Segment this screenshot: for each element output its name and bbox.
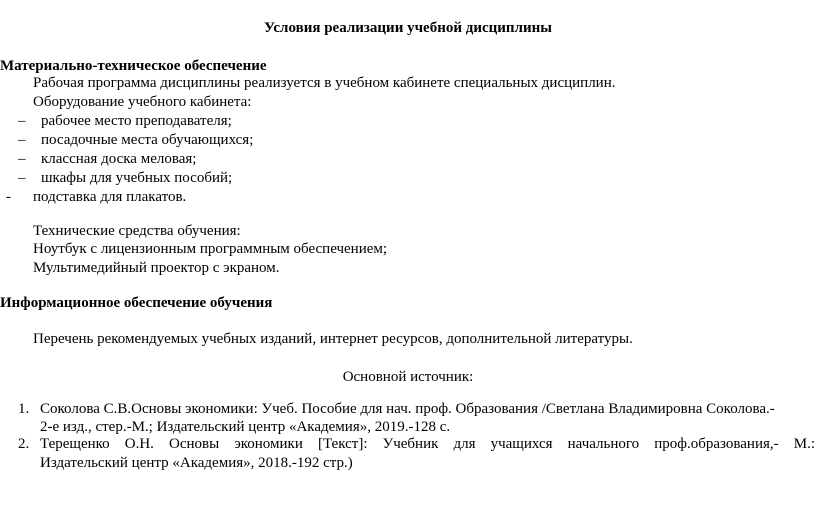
- tech-item: Ноутбук с лицензионным программным обеспечением;: [33, 241, 388, 257]
- document-title: Условия реализации учебной дисциплины: [264, 20, 552, 36]
- tech-item: Мультимедийный проектор с экраном.: [33, 260, 280, 276]
- source-word: Учебник: [382, 436, 439, 452]
- source-word: для: [453, 436, 476, 452]
- source-word: Основы: [169, 436, 220, 452]
- source-2-line-2: Издательский центр «Академия», 2018.-192 стр.): [40, 455, 353, 471]
- list-item: подставка для плакатов.: [33, 189, 187, 205]
- list-item: классная доска меловая;: [41, 151, 197, 167]
- resources-intro-text: Перечень рекомендуемых учебных изданий, интернет ресурсов, дополнительной литературы.: [33, 331, 633, 347]
- source-2-line-1: [40, 435, 815, 454]
- source-1-line-2: 2-е изд., стер.-М.; Издательский центр «Академия», 2019.-128 с.: [40, 419, 451, 435]
- section-heading-info: Информационное обеспечение обучения: [0, 295, 273, 311]
- list-item-marker: –: [18, 151, 26, 167]
- list-item-marker: –: [18, 132, 26, 148]
- program-intro-text: Рабочая программа дисциплины реализуется в учебном кабинете специальных дисциплин.: [33, 75, 616, 91]
- equipment-label: Оборудование учебного кабинета:: [33, 94, 252, 110]
- list-item-marker: –: [18, 170, 26, 186]
- list-item-marker: -: [6, 189, 11, 205]
- source-number: 1.: [18, 401, 30, 417]
- source-word: Терещенко: [40, 436, 110, 452]
- list-item: посадочные места обучающихся;: [41, 132, 254, 148]
- source-word: О.Н.: [124, 436, 154, 452]
- source-number: 2.: [18, 436, 30, 452]
- source-word: учащихся: [490, 436, 553, 452]
- list-item: рабочее место преподавателя;: [41, 113, 232, 129]
- source-word: начального: [567, 436, 640, 452]
- source-word: [Текст]:: [317, 436, 368, 452]
- main-source-label: Основной источник:: [342, 369, 474, 385]
- list-item-marker: –: [18, 113, 26, 129]
- source-word: экономики: [234, 436, 303, 452]
- section-heading-material: Материально-техническое обеспечение: [0, 58, 267, 74]
- list-item: шкафы для учебных пособий;: [41, 170, 233, 186]
- tech-means-label: Технические средства обучения:: [33, 223, 241, 239]
- source-word: М.:: [793, 436, 815, 452]
- source-1-line-1: Соколова С.В.Основы экономики: Учеб. Пособие для нач. проф. Образования /Светлана Владимировна Соколова.-: [40, 401, 775, 417]
- source-word: проф.образования,-: [654, 436, 779, 452]
